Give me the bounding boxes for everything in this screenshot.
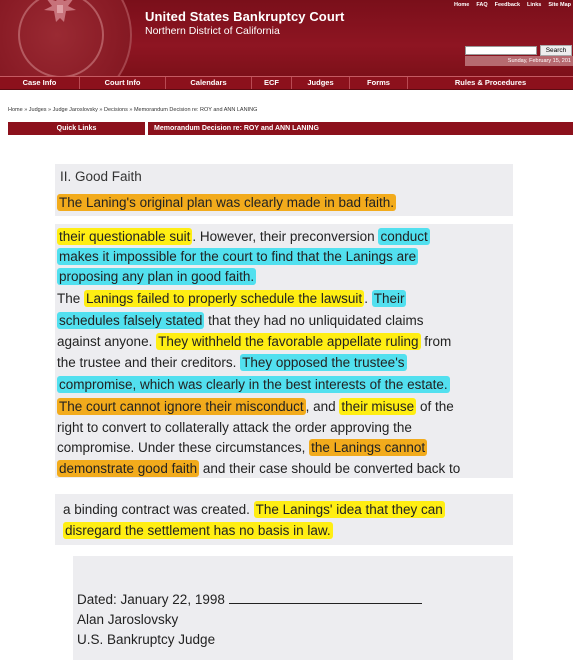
highlight-yellow: Lanings failed to properly schedule the lawsuit <box>86 291 363 306</box>
top-link-links[interactable]: Links <box>527 2 542 8</box>
text-line <box>57 439 427 456</box>
text-segment: against anyone. <box>57 334 157 349</box>
text-line <box>57 419 412 436</box>
signature-date-line <box>77 591 422 608</box>
highlight-cyan: proposing any plan in good faith. <box>59 269 255 284</box>
highlight-cyan: Their <box>373 291 405 306</box>
text-segment: of the <box>416 399 454 414</box>
highlight-cyan: conduct <box>380 229 428 244</box>
text-segment: and their case should be converted back to <box>199 461 461 476</box>
judge-name: Alan Jaroslovsky <box>77 612 179 627</box>
main-nav <box>0 76 573 90</box>
nav-forms[interactable]: Forms <box>350 77 408 89</box>
top-link-faq[interactable]: FAQ <box>476 2 488 8</box>
text-segment: from <box>420 334 452 349</box>
memo-title-bar: Memorandum Decision re: ROY and ANN LANING <box>148 122 573 135</box>
text-segment: compromise. Under these circumstances, <box>57 440 310 455</box>
site-header <box>0 0 573 76</box>
nav-judges[interactable]: Judges <box>292 77 350 89</box>
top-link-site-map[interactable]: Site Map <box>548 2 571 8</box>
text-segment: that they had no unliquidated claims <box>204 313 424 328</box>
nav-calendars[interactable]: Calendars <box>166 77 252 89</box>
highlight-yellow: disregard the settlement has no basis in law. <box>65 523 331 538</box>
nav-case-info[interactable]: Case Info <box>0 77 80 89</box>
highlight-cyan: schedules falsely stated <box>59 313 203 328</box>
text-line <box>57 376 450 393</box>
highlight-yellow: The Lanings' idea that they can <box>255 502 443 517</box>
text-line <box>57 398 454 415</box>
text-line <box>63 501 445 518</box>
search-button[interactable]: Search <box>540 45 572 56</box>
text-line <box>57 312 424 329</box>
text-line <box>57 228 430 245</box>
highlight-yellow: They withheld the favorable appellate ruling <box>158 334 419 349</box>
text-segment: . However, their preconversion <box>192 229 379 244</box>
text-segment: the trustee and their creditors. <box>57 355 241 370</box>
bad-faith-line <box>57 194 396 211</box>
quick-links-header[interactable]: Quick Links <box>8 122 145 135</box>
text-line <box>57 333 451 350</box>
nav-court-info[interactable]: Court Info <box>80 77 166 89</box>
highlight-orange: The court cannot ignore their misconduct <box>59 399 304 414</box>
text-segment: , and <box>305 399 340 414</box>
nav-ecf[interactable]: ECF <box>252 77 292 89</box>
judge-title: U.S. Bankruptcy Judge <box>77 632 216 647</box>
text-line <box>57 460 460 477</box>
text-segment: right to convert to collaterally attack the order approving the <box>57 420 412 435</box>
top-link-home[interactable]: Home <box>454 2 470 8</box>
highlight-cyan: makes it impossible for the court to find that the Lanings are <box>59 249 417 264</box>
highlight-cyan: They opposed the trustee's <box>242 355 405 370</box>
top-links <box>454 2 571 8</box>
highlight-cyan: compromise, which was clearly in the best interests of the estate. <box>59 377 448 392</box>
text-line <box>57 248 418 265</box>
text-line <box>63 522 333 539</box>
highlight-yellow: their misuse <box>341 399 415 414</box>
text-segment: a binding contract was created. <box>63 502 254 517</box>
highlight-orange: the Lanings cannot <box>311 440 426 455</box>
text-line <box>57 354 407 371</box>
nav-rules-procedures[interactable]: Rules & Procedures <box>454 78 527 87</box>
signature-date: Dated: January 22, 1998 <box>77 592 225 607</box>
court-subtitle: Northern District of California <box>145 25 280 37</box>
text-line <box>57 268 256 285</box>
highlight-orange: demonstrate good faith <box>59 461 198 476</box>
top-link-feedback[interactable]: Feedback <box>494 2 520 8</box>
section-heading: II. Good Faith <box>60 169 142 184</box>
court-seal-logo <box>0 0 132 76</box>
signature-line <box>229 592 422 604</box>
current-date: Sunday, February 15, 201 <box>465 56 573 66</box>
eagle-icon <box>40 0 80 26</box>
court-title: United States Bankruptcy Court <box>145 9 345 24</box>
text-segment: The <box>57 291 85 306</box>
highlight-yellow: their questionable suit <box>59 229 191 244</box>
highlight-orange: The Laning's original plan was clearly made in bad faith. <box>59 195 395 210</box>
search-input[interactable] <box>465 46 537 55</box>
text-line <box>57 290 406 307</box>
breadcrumb[interactable]: Home » Judges » Judge Jaroslovsky » Decisions » Memorandum Decision re: ROY and ANN LANING <box>8 107 258 113</box>
text-segment: . <box>364 291 372 306</box>
